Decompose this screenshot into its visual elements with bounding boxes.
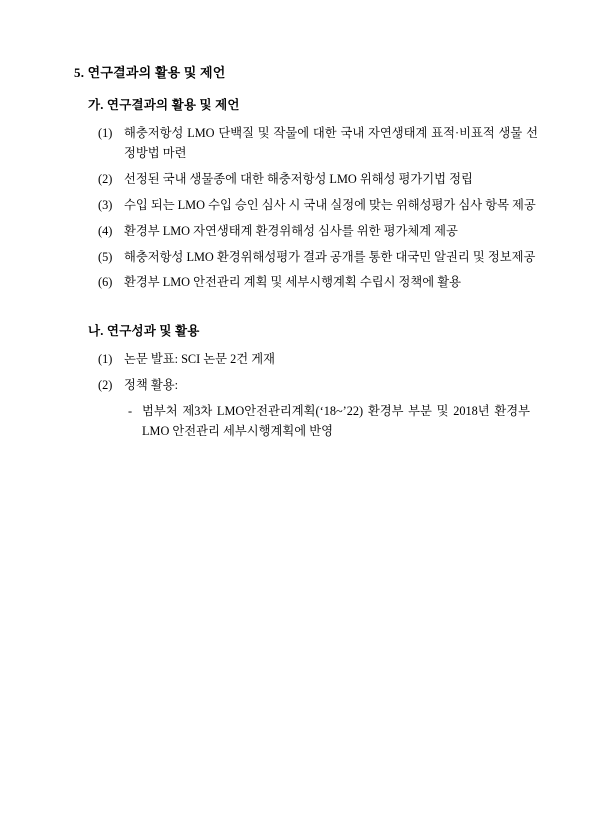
- sub-list-item-marker: -: [128, 404, 133, 419]
- list-item: [72, 350, 540, 370]
- sub-list-item-text: 범부처 제3차 LMO안전관리계획(‘18~’22) 환경부 부분 및 2018년 환경부 LMO 안전관리 세부시행계획에 반영: [142, 404, 530, 439]
- list-item: [72, 170, 540, 190]
- list-item-marker: (5): [98, 249, 113, 264]
- list-item-marker: (3): [98, 197, 113, 212]
- list-item-text: 선정된 국내 생물종에 대한 해충저항성 LMO 위해성 평가기법 정립: [124, 171, 473, 186]
- page-title: 5. 연구결과의 활용 및 제언: [74, 65, 226, 80]
- list-item-text: 정책 활용:: [124, 378, 179, 393]
- list-item-text: 해충저항성 LMO 환경위해성평가 결과 공개를 통한 대국민 알권리 및 정보제공: [124, 249, 536, 264]
- sub-list-item: [72, 402, 540, 442]
- list-item-marker: (6): [98, 275, 113, 290]
- list-ga: [72, 124, 540, 293]
- list-item-text: 환경부 LMO 안전관리 계획 및 세부시행계획 수립시 정책에 활용: [124, 275, 462, 290]
- list-item-text: 수입 되는 LMO 수입 승인 심사 시 국내 실정에 맞는 위해성평가 심사 항목 제공: [124, 197, 536, 212]
- subsection-title-na: 나. 연구성과 및 활용: [88, 324, 200, 339]
- list-item-marker: (4): [98, 223, 113, 238]
- list-item: [72, 248, 540, 268]
- list-item-text: 해충저항성 LMO 단백질 및 작물에 대한 국내 자연생태계 표적·비표적 생물 선정방법 마련: [124, 126, 538, 160]
- list-item: [72, 196, 540, 216]
- list-item: [72, 124, 540, 164]
- list-item-marker: (2): [98, 171, 113, 186]
- list-item-marker: (2): [98, 378, 113, 393]
- list-item: [72, 222, 540, 242]
- list-na: [72, 350, 540, 396]
- list-item: [72, 376, 540, 396]
- section-spacer: [72, 299, 540, 321]
- subsection-title-ga: 가. 연구결과의 활용 및 제언: [88, 98, 240, 112]
- list-item-marker: (1): [98, 352, 113, 367]
- list-item-marker: (1): [98, 126, 113, 140]
- list-item: [72, 273, 540, 293]
- list-item-text: 환경부 LMO 자연생태계 환경위해성 심사를 위한 평가체계 제공: [124, 223, 458, 238]
- list-item-text: 논문 발표: SCI 논문 2건 게재: [124, 352, 275, 367]
